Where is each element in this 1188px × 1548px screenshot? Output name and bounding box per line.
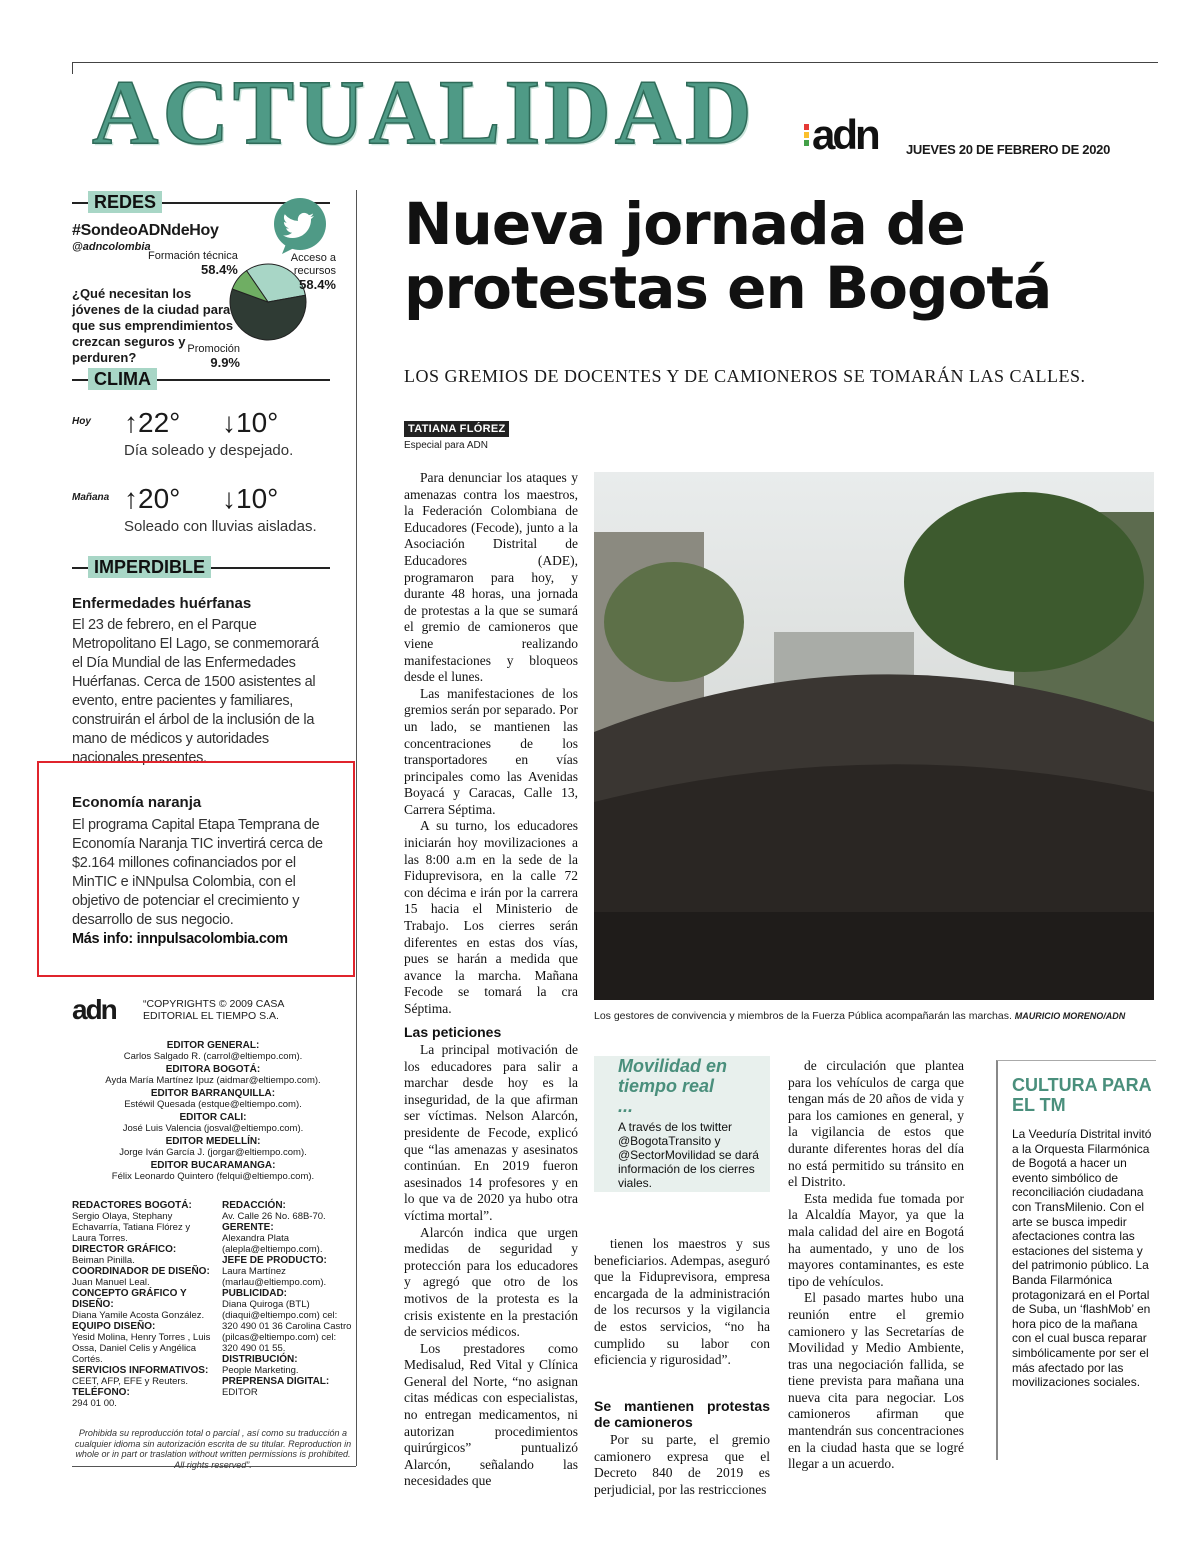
- paragraph: La principal motivación de los educadores para salir a marchar desde hoy es la inseguridad, de la que afirman ser víctimas. Nelson Alarcón, presidente de Fecode, explicó que “las amenazas y asesinatos continúan. En 2019 fueron asesinados 14 profesores y en lo que va de 2020 ya hubo otra víctima mortal”.: [404, 1042, 578, 1223]
- staff-name: Laura Martínez (marlau@eltiempo.com).: [222, 1266, 327, 1288]
- staff-entry: [72, 1244, 212, 1266]
- article-column-3: [788, 1058, 964, 1473]
- editor-name: Ayda María Martínez Ipuz (aidmar@eltiempo.com).: [105, 1075, 321, 1086]
- mobility-title: Movilidad en tiempo real ...: [618, 1056, 728, 1116]
- article-byline: TATIANA FLÓREZ: [404, 421, 509, 437]
- paragraph: El pasado martes hubo una reunión entre el gremio camionero y las Secretarías de Movilidad y Medio Ambiente, tras una negociación fallida, se tiene prevista para mañana una nueva cita para negociar. Los camioneros afirman que mantendrán sus concentraciones en la ciudad hasta que se logré llegar a un acuerdo.: [788, 1290, 964, 1472]
- weather-low: ↓10°: [222, 483, 279, 514]
- brief-title-economia: Economía naranja: [72, 794, 202, 811]
- photo-caption: [594, 1010, 1154, 1022]
- clima-label: CLIMA: [88, 368, 157, 390]
- copyright-disclaimer: Prohibida su reproducción total o parcial , así como su traducción a cualquier idioma sin autorización escrita de su titular. Reproduction in whole or in part or traslation without written permissions is prohibited. All rights reserved”.: [74, 1428, 352, 1470]
- brief-body-economia-text: El programa Capital Etapa Temprana de Economía Naranja TIC invertirá cerca de $2.164 millones cofinanciados por el MinTIC e iNNpulsa Colombia, con el objetivo de potenciar el crecimiento y desarrollo de sus negocio.: [72, 817, 323, 928]
- staff-role: COORDINADOR DE DISEÑO:: [72, 1266, 210, 1277]
- pie-label-acceso: Acceso a recursos 58.4%: [290, 252, 336, 292]
- subhead-peticiones: Las peticiones: [404, 1024, 502, 1040]
- imperdible-header: [72, 556, 330, 578]
- staff-role: JEFE DE PRODUCTO:: [222, 1255, 327, 1266]
- staff-role: CONCEPTO GRÁFICO Y DISEÑO:: [72, 1288, 187, 1310]
- culture-title: CULTURA PARA EL TM: [1012, 1075, 1151, 1115]
- weather-high: ↑22°: [124, 407, 181, 438]
- staff-entry: [72, 1288, 212, 1321]
- editor-name: Estéwil Quesada (estque@eltiempo.com).: [124, 1099, 302, 1110]
- paragraph: tienen los maestros y sus beneficiarios. Adempas, aseguró que la Fiduprevisora, empresa encargada de la administración de los recursos y la vigilancia de estos servicios, “no ha cumplido su labor con eficiencia y rigurosidad”.: [594, 1236, 770, 1368]
- editor-entry: [72, 1088, 354, 1110]
- culture-box: [996, 1060, 1156, 1460]
- redes-label: REDES: [88, 191, 162, 213]
- article-column-1: [404, 470, 578, 1018]
- paragraph: A su turno, los educadores iniciarán hoy movilizaciones a las 8:00 a.m en la sede de la Fiduprevisora, en la calle 72 con décima e irán por la carrera 15 hacia el Ministerio de Trabajo. Los cierres serán diferentes en estas dos vías, pues se harán a medida que avance la marcha. Mañana Fecode se tomará la cra Séptima.: [404, 818, 578, 1016]
- staff-entry: [222, 1288, 352, 1354]
- staff-role: PUBLICIDAD:: [222, 1288, 287, 1299]
- pie-label-formacion: Formación técnica 58.4%: [148, 250, 238, 277]
- staff-entry: [72, 1365, 212, 1387]
- editor-role: EDITORA BOGOTÁ:: [165, 1064, 261, 1075]
- pie-label-promocion: Promoción 9.9%: [187, 343, 240, 370]
- article-column-1-continued: [404, 1020, 578, 1490]
- editor-role: EDITOR BUCARAMANGA:: [150, 1160, 276, 1171]
- staff-list-left: [72, 1200, 212, 1409]
- staff-role: GERENTE:: [222, 1222, 274, 1233]
- subhead-camioneros: Se mantienen protestas de camioneros: [594, 1398, 770, 1430]
- adn-logo-text: adn: [812, 111, 878, 158]
- brief-body-enfermedades: El 23 de febrero, en el Parque Metropolitano El Lago, se conmemorará el Día Mundial de las Enfermedades Huérfanas. Cerca de 1500 asistentes al evento, entre pacientes y familiares, construirán el árbol de la inclusión de la mano de médicos y autoridades nacionales presentes.: [72, 617, 319, 766]
- article-headline: Nueva jornada de protestas en Bogotá: [404, 190, 1052, 322]
- poll-handle: @adncolombia: [72, 241, 151, 253]
- staff-name: EDITOR: [222, 1387, 258, 1398]
- weather-desc: Día soleado y despejado.: [124, 442, 294, 459]
- staff-entry: [222, 1255, 352, 1288]
- weather-day: Hoy: [72, 416, 91, 427]
- article-kicker: LOS GREMIOS DE DOCENTES Y DE CAMIONEROS SE TOMARÁN LAS CALLES.: [404, 366, 1086, 386]
- staff-role: DIRECTOR GRÁFICO:: [72, 1244, 177, 1255]
- mobility-box: [594, 1056, 770, 1192]
- staff-name: Yesid Molina, Henry Torres , Luis Ossa, Daniel Celis y Angélica Cortés.: [72, 1332, 211, 1365]
- staff-entry: [222, 1376, 352, 1398]
- issue-date: JUEVES 20 DE FEBRERO DE 2020: [906, 142, 1111, 157]
- editor-role: EDITOR MEDELLÍN:: [165, 1136, 261, 1147]
- staff-name: Diana Yamile Acosta González.: [72, 1310, 205, 1321]
- editor-entry: [72, 1136, 354, 1158]
- adn-logo: [812, 111, 878, 158]
- editor-entry: [72, 1160, 354, 1182]
- staff-name: Beiman Pinilla.: [72, 1255, 135, 1266]
- poll-hashtag: #SondeoADNdeHoy: [72, 222, 219, 239]
- staff-entry: [72, 1387, 212, 1409]
- staff-name: Alexandra Plata (alepla@eltiempo.com).: [222, 1233, 323, 1255]
- protest-photo: [594, 472, 1154, 1000]
- brief-title-enfermedades: Enfermedades huérfanas: [72, 595, 252, 612]
- culture-body: La Veeduría Distrital invitó a la Orquesta Filarmónica de Bogotá a hacer un evento simbólico de reconciliación ciudadana con TransMilenio. Con el arte se busca impedir afectaciones contra las estaciones del sistema y del patrimonio público. La Banda Filarmónica protagonizará en el Portal de Suba, un ‘flashMob’ en hora pico de la mañana con el cual busca reparar simbólicamente por ser el más afectado por las movilizaciones sociales.: [1012, 1127, 1152, 1390]
- paragraph: Las manifestaciones de los gremios serán por separado. Por un lado, se mantienen las concentraciones de los transportadores en vías principales como las Avenidas Boyacá y Caracas, Calle 13, Carrera Séptima.: [404, 685, 578, 817]
- masthead-logo: adn: [72, 994, 116, 1025]
- staff-name: Av. Calle 26 No. 68B-70.: [222, 1211, 326, 1222]
- more-info-link[interactable]: Más info: innpulsacolombia.com: [72, 931, 288, 947]
- staff-role: REDACCIÓN:: [222, 1200, 286, 1211]
- mobility-dots: ...: [618, 1096, 634, 1116]
- poll-question: ¿Qué necesitan los jóvenes de la ciudad para que sus emprendimientos crezcan seguros y perduren?: [72, 286, 234, 365]
- weather-high: ↑20°: [124, 483, 181, 514]
- staff-name: People Marketing.: [222, 1365, 299, 1376]
- paragraph: Por su parte, el gremio camionero expresa que el Decreto 840 de 2019 es perjudicial, por las restricciones: [594, 1432, 770, 1497]
- adn-color-bars: [804, 124, 809, 148]
- top-tick: [72, 62, 73, 74]
- editor-name: Jorge Iván García J. (jorgar@eltiempo.com).: [119, 1147, 307, 1158]
- left-column-divider: [356, 190, 357, 1466]
- staff-list-right: [222, 1200, 352, 1398]
- staff-role: TELÉFONO:: [72, 1387, 130, 1398]
- photo-credit: MAURICIO MORENO/ADN: [1014, 1011, 1126, 1021]
- weather-low: ↓10°: [222, 407, 279, 438]
- editor-name: José Luis Valencia (josval@eltiempo.com).: [122, 1123, 304, 1134]
- paragraph: Alarcón indica que urgen medidas de seguridad y protección para los educadores y agregó que otro de los motivos de la protesta es la crisis existente en la prestación de servicios médicos.: [404, 1224, 578, 1340]
- section-title: ACTUALIDAD: [92, 61, 756, 163]
- protest-photo-illustration: [594, 472, 1154, 1000]
- staff-name: Juan Manuel Leal.: [72, 1277, 150, 1288]
- paragraph: Los prestadores como Medisalud, Red Vital y Clínica General del Norte, “no asignan citas médicas con especialistas, no entregan medicamentos, ni autorizan procedimientos quirúrgicos” puntualizó Alarcón, señalando las necesidades que: [404, 1340, 578, 1489]
- twitter-bird-icon: [268, 196, 332, 256]
- editor-role: EDITOR BARRANQUILLA:: [150, 1088, 276, 1099]
- staff-role: PREPRENSA DIGITAL:: [222, 1376, 330, 1387]
- staff-name: CEET, AFP, EFE y Reuters.: [72, 1376, 188, 1387]
- editor-entry: [72, 1112, 354, 1134]
- weather-day: Mañana: [72, 492, 110, 503]
- article-byline-sub: Especial para ADN: [404, 440, 488, 451]
- weather-desc: Soleado con lluvias aisladas.: [124, 518, 317, 535]
- editor-role: EDITOR GENERAL:: [166, 1040, 260, 1051]
- photo-caption-text: Los gestores de convivencia y miembros de la Fuerza Pública acompañarán las marchas.: [594, 1010, 1012, 1022]
- staff-role: EQUIPO DISEÑO:: [72, 1321, 156, 1332]
- article-column-2-continued: [594, 1394, 770, 1498]
- staff-entry: [222, 1200, 352, 1222]
- editor-entry: [72, 1064, 354, 1086]
- staff-name: 294 01 00.: [72, 1398, 117, 1409]
- editor-entry: [72, 1040, 354, 1062]
- staff-entry: [72, 1321, 212, 1365]
- staff-name: Sergio Olaya, Stephany Echavarría, Tatiana Flórez y Laura Torres.: [72, 1211, 191, 1244]
- imperdible-label: IMPERDIBLE: [88, 556, 211, 578]
- staff-entry: [72, 1200, 212, 1244]
- editor-role: EDITOR CALI:: [179, 1112, 247, 1123]
- staff-entry: [222, 1222, 352, 1255]
- paragraph: de circulación que plantea para los vehículos de carga que tengan más de 20 años de vida y para los camiones en general, y la vigilancia de estos que durante diferentes horas del día no está permitido su tránsito en el Distrito.: [788, 1058, 964, 1190]
- staff-name: Diana Quiroga (BTL) (diaqui@eltiempo.com) cel: 320 490 01 36 Carolina Castro (pilcas@eltiempo.com) cel: 320 490 01 55.: [222, 1299, 352, 1354]
- staff-role: DISTRIBUCIÓN:: [222, 1354, 298, 1365]
- paragraph: Para denunciar los ataques y amenazas contra los maestros, la Federación Colombiana de Educadores (Fecode), junto a la Asociación Distrital de Educadores (ADE), programaron para hoy, y durante 48 horas, una jornada de protestas a la que se sumará el gremio de camioneros que viene realizando manifestaciones y bloqueos desde el lunes.: [404, 470, 578, 685]
- paragraph: Esta medida fue tomada por la Alcaldía Mayor, ya que la mala calidad del aire en Bogotá ha aumentado, y uno de los mayores contaminantes, es este tipo de vehículos.: [788, 1190, 964, 1289]
- mobility-body: A través de los twitter @BogotaTransito y @SectorMovilidad se dará información de los cierres viales.: [618, 1120, 759, 1190]
- staff-entry: [222, 1354, 352, 1376]
- editor-name: Félix Leonardo Quintero (felqui@eltiempo.com).: [111, 1171, 315, 1182]
- staff-entry: [72, 1266, 212, 1288]
- staff-role: REDACTORES BOGOTÁ:: [72, 1200, 192, 1211]
- highlight-box: [37, 761, 355, 977]
- clima-header: [72, 368, 330, 390]
- copyright-notice: “COPYRIGHTS © 2009 CASA EDITORIAL EL TIEMPO S.A.: [143, 998, 284, 1022]
- article-column-2: [594, 1236, 770, 1369]
- staff-role: SERVICIOS INFORMATIVOS:: [72, 1365, 209, 1376]
- editor-name: Carlos Salgado R. (carrol@eltiempo.com).: [123, 1051, 303, 1062]
